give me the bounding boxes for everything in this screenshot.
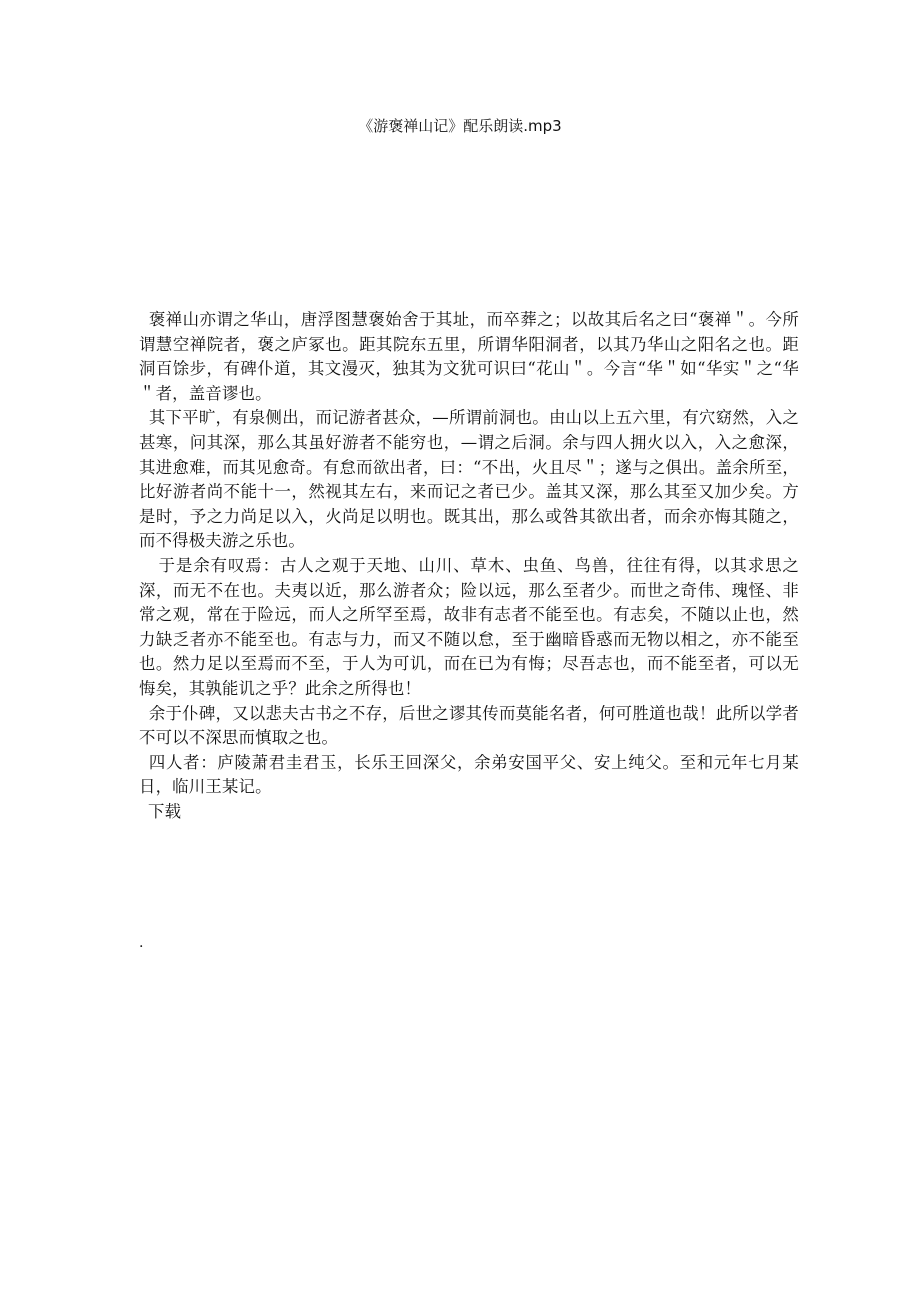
footer-mark: .: [139, 935, 144, 951]
paragraph-2: 其下平旷，有泉侧出，而记游者甚众，—所谓前洞也。由山以上五六里，有穴窈然，入之甚寒，问其深，那么其虽好游者不能穷也，—谓之后洞。余与四人拥火以入，入之愈深，其进愈难，而其见愈奇。有怠而欲出者，曰：“不出，火且尽＂；遂与之俱出。盖余所至，比好游者尚不能十一，然视其左右，来而记之者已少。盖其又深，那么其至又加少矣。方是时，予之力尚足以入，火尚足以明也。既其出，那么或咎其欲出者，而余亦悔其随之，而不得极夫游之乐也。: [139, 408, 799, 551]
paragraph-1: 褒禅山亦谓之华山，唐浮图慧褒始舍于其址，而卒葬之；以故其后名之曰“褒禅＂。今所谓慧空禅院者，褒之庐冢也。距其院东五里，所谓华阳洞者，以其乃华山之阳名之也。距洞百馀步，有碑仆道，其文漫灭，独其为文犹可识曰“花山＂。今言“华＂如“华实＂之“华＂者，盖音谬也。: [139, 310, 799, 403]
paragraph-5: 四人者：庐陵萧君圭君玉，长乐王回深父，余弟安国平父、安上纯父。至和元年七月某日，临川王某记。: [139, 752, 799, 797]
download-link[interactable]: 下载: [148, 801, 182, 821]
paragraph-3: 于是余有叹焉：古人之观于天地、山川、草木、虫鱼、鸟兽，往往有得，以其求思之深，而无不在也。夫夷以近，那么游者众；险以远，那么至者少。而世之奇伟、瑰怪、非常之观，常在于险远，而人之所罕至焉，故非有志者不能至也。有志矣，不随以止也，然力缺乏者亦不能至也。有志与力，而又不随以怠，至于幽暗昏惑而无物以相之，亦不能至也。然力足以至焉而不至，于人为可讥，而在已为有悔；尽吾志也，而不能至者，可以无悔矣，其孰能讥之乎？此余之所得也！: [139, 555, 799, 698]
document-title: 《游褒禅山记》配乐朗读.mp3: [358, 117, 562, 135]
document-body: [139, 308, 799, 824]
paragraph-4: 余于仆碑，又以悲夫古书之不存，后世之谬其传而莫能名者，何可胜道也哉！此所以学者不可以不深思而慎取之也。: [139, 703, 799, 748]
